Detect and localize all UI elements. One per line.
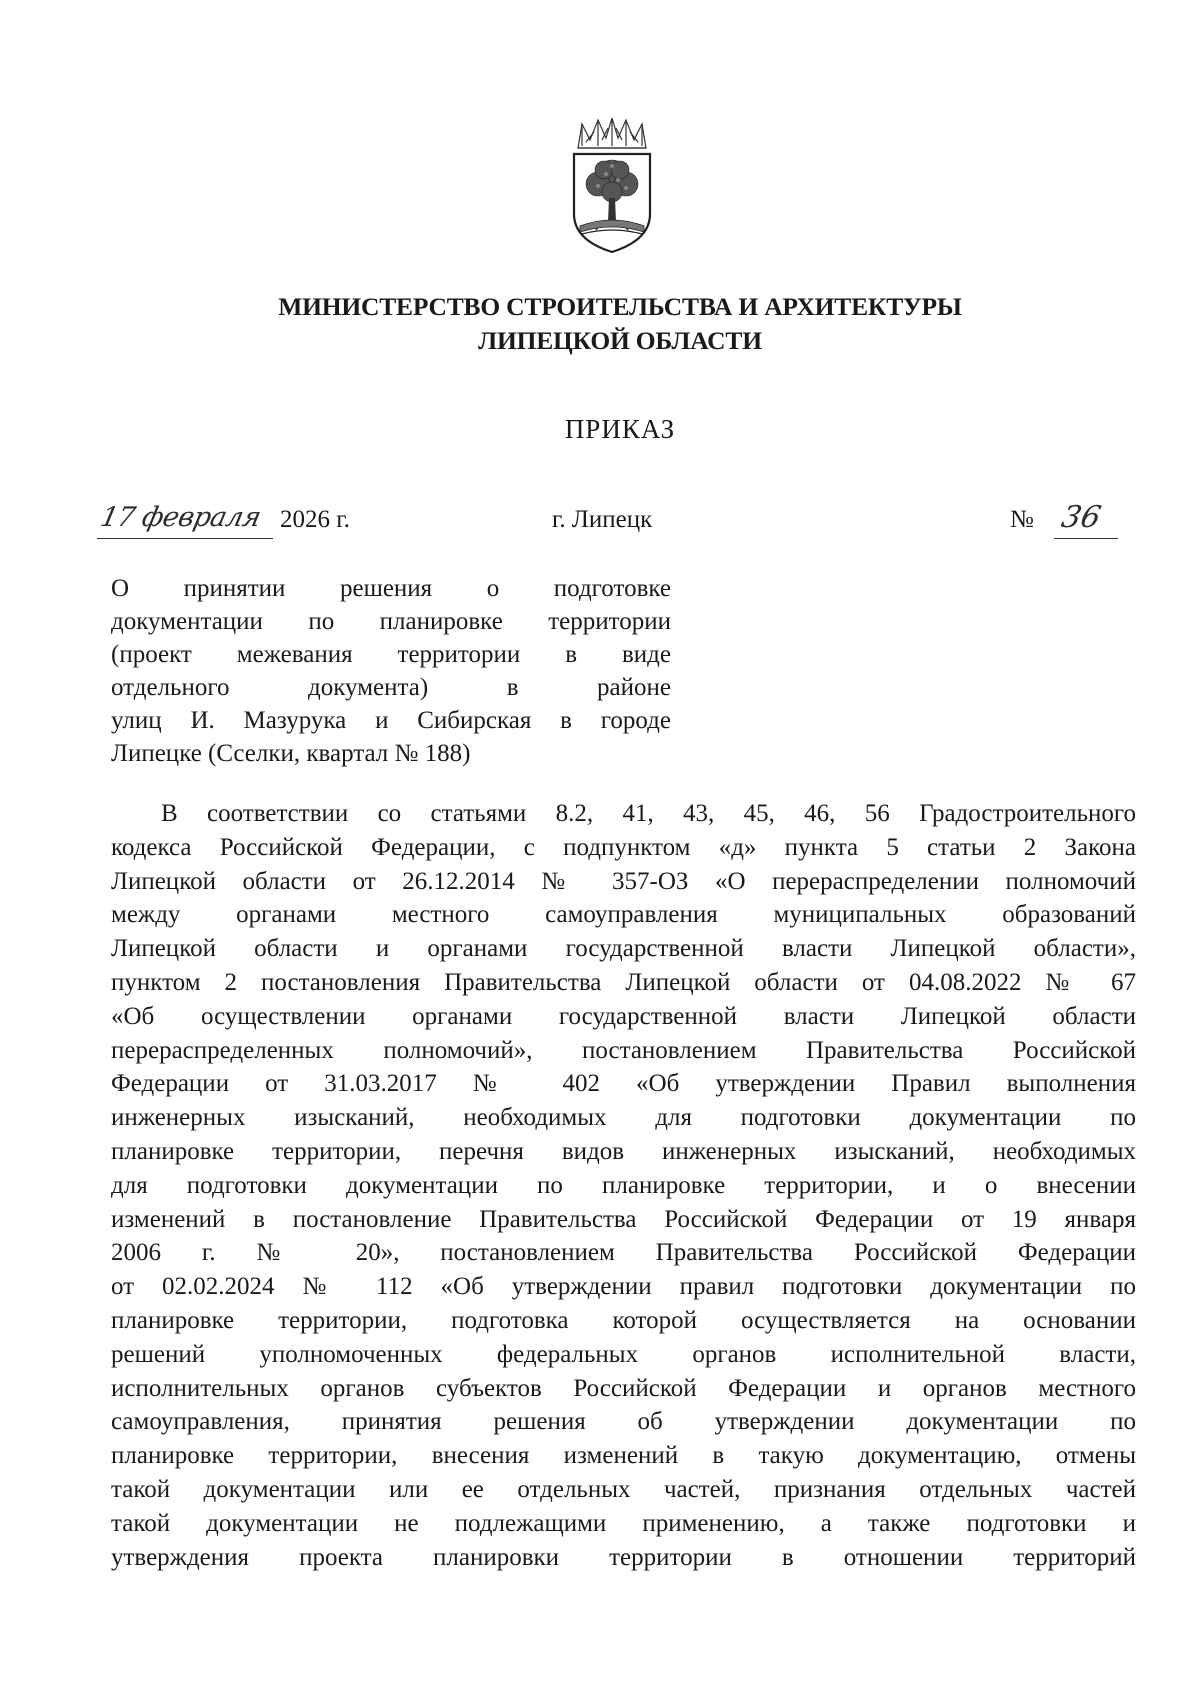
subject-line: отдельного документа) в районе <box>111 674 671 701</box>
body-line: Липецкой области от 26.12.2014 № 357-ОЗ «О перераспределении полномочий <box>111 867 1136 895</box>
ministry-name-line2: ЛИПЕЦКОЙ ОБЛАСТИ <box>478 326 762 355</box>
body-line: от 02.02.2024 № 112 «Об утверждении правил подготовки документации по <box>111 1273 1136 1301</box>
order-body-paragraph <box>111 797 1136 1574</box>
order-date-field <box>97 502 273 539</box>
body-line: изменений в постановление Правительства Российской Федерации от 19 января <box>111 1205 1136 1233</box>
subject-line: (проект межевания территории в виде <box>111 641 671 668</box>
order-subject <box>111 572 671 770</box>
handwritten-number: 36 <box>1058 500 1104 535</box>
subject-line: документации по планировке территории <box>111 608 671 635</box>
body-line: утверждения проекта планировки территории в отношении территорий <box>111 1543 1136 1571</box>
order-number-field <box>1054 500 1118 539</box>
order-number-label: № <box>1010 506 1034 533</box>
order-year: 2026 г. <box>280 506 350 533</box>
body-line: планировке территории, подготовка которой осуществляется на основании <box>111 1306 1136 1334</box>
ministry-name <box>0 290 1200 358</box>
body-line: такой документации не подлежащими применению, а также подготовки и <box>111 1509 1136 1537</box>
body-line: планировке территории, внесения изменений в такую документацию, отмены <box>111 1442 1136 1470</box>
body-line: между органами местного самоуправления муниципальных образований <box>111 901 1136 929</box>
body-line: 2006 г. № 20», постановлением Правительства Российской Федерации <box>111 1239 1136 1267</box>
body-line: Федерации от 31.03.2017 № 402 «Об утверждении Правил выполнения <box>111 1070 1136 1098</box>
document-type-title: ПРИКАЗ <box>564 414 676 444</box>
body-line: для подготовки документации по планировке территории, и о внесении <box>111 1171 1136 1199</box>
body-line: кодекса Российской Федерации, с подпунктом «д» пункта 5 статьи 2 Закона <box>111 833 1136 861</box>
handwritten-date: 17 февраля <box>97 502 264 533</box>
body-line: исполнительных органов субъектов Российской Федерации и органов местного <box>111 1374 1136 1402</box>
body-line: Липецкой области и органами государственной власти Липецкой области», <box>111 935 1136 963</box>
body-line: перераспределенных полномочий», постановлением Правительства Российской <box>111 1036 1136 1064</box>
body-line: планировке территории, перечня видов инженерных изысканий, необходимых <box>111 1137 1136 1165</box>
body-line: пунктом 2 постановления Правительства Липецкой области от 04.08.2022 № 67 <box>111 968 1136 996</box>
order-city: г. Липецк <box>552 506 653 533</box>
subject-line: Липецке (Сселки, квартал № 188) <box>111 740 471 767</box>
body-line: «Об осуществлении органами государственной власти Липецкой области <box>111 1002 1136 1030</box>
body-line: такой документации или ее отдельных частей, признания отдельных частей <box>111 1475 1136 1503</box>
coat-of-arms-icon <box>568 118 656 256</box>
body-line: решений уполномоченных федеральных органов исполнительной власти, <box>111 1340 1136 1368</box>
ministry-name-line1: МИНИСТЕРСТВО СТРОИТЕЛЬСТВА И АРХИТЕКТУРЫ <box>278 292 962 321</box>
subject-line: О принятии решения о подготовке <box>111 575 671 602</box>
body-line: инженерных изысканий, необходимых для подготовки документации по <box>111 1104 1136 1132</box>
body-line: В соответствии со статьями 8.2, 41, 43, 45, 46, 56 Градостроительного <box>161 800 1136 827</box>
body-line: самоуправления, принятия решения об утверждении документации по <box>111 1408 1136 1436</box>
subject-line: улиц И. Мазурука и Сибирская в городе <box>111 707 671 734</box>
